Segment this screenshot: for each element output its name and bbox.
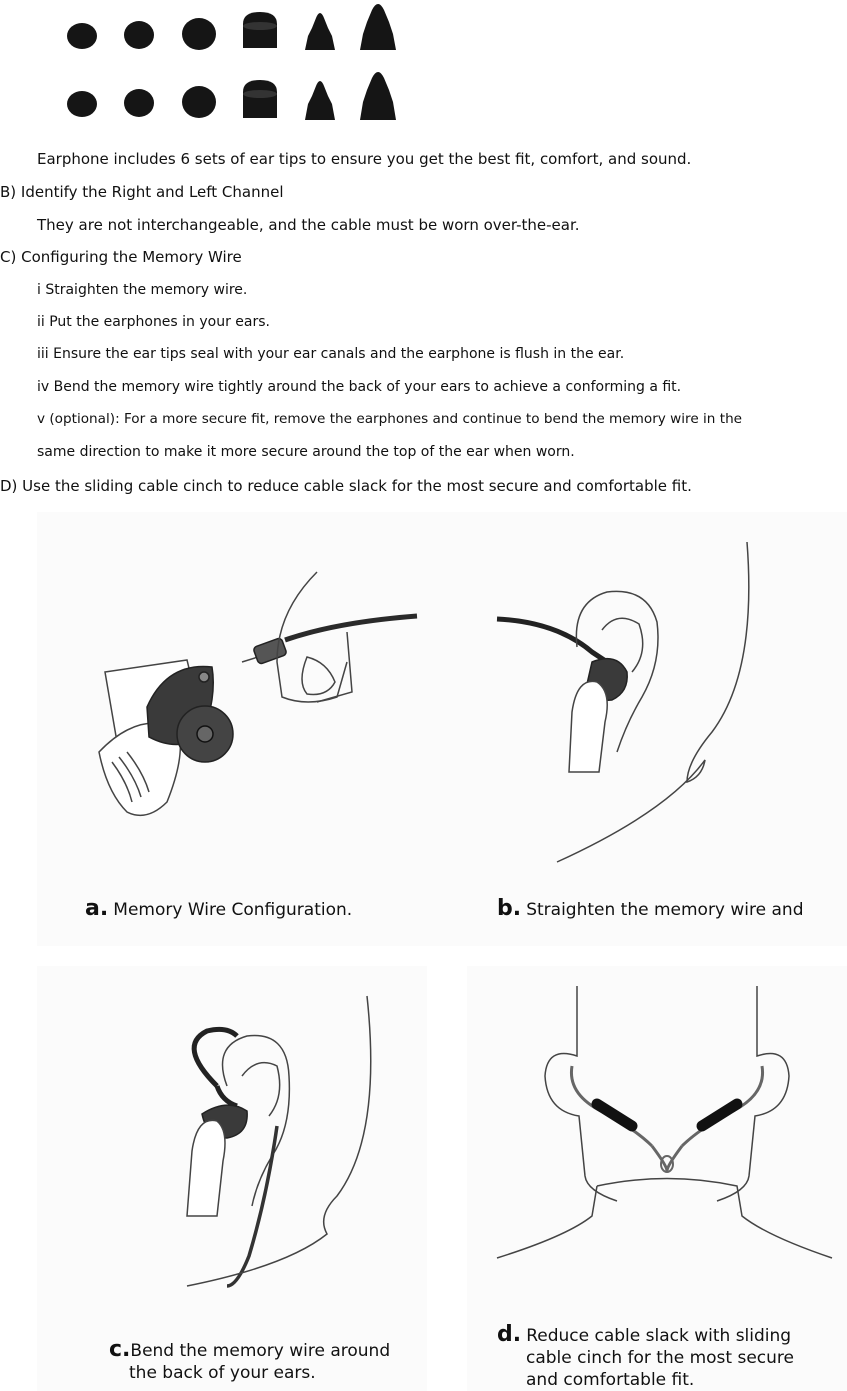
ear-tips-image [60, 0, 410, 124]
figure-a-caption-text: Memory Wire Configuration. [113, 900, 353, 920]
figure-a-memory-wire-configuration [37, 512, 467, 946]
figure-c-bend-memory-wire [37, 966, 427, 1391]
figure-d-caption-line3: and comfortable fit. [526, 1370, 695, 1390]
step-i: i Straighten the memory wire. [37, 282, 248, 298]
section-d-heading: D) Use the sliding cable cinch to reduce cable slack for the most secure and comfortable fit. [0, 477, 692, 495]
figure-b-straighten-memory-wire [467, 512, 847, 946]
step-iii: iii Ensure the ear tips seal with your ear canals and the earphone is flush in the ear. [37, 346, 625, 362]
figure-c-caption-line2: the back of your ears. [129, 1363, 316, 1383]
figure-b-letter: b. [497, 896, 522, 921]
step-ii: ii Put the earphones in your ears. [37, 314, 271, 330]
figure-d-sliding-cable-cinch [467, 966, 847, 1391]
step-v-continued: same direction to make it more secure around the top of the ear when worn. [37, 444, 575, 460]
figure-c-caption-line1: Bend the memory wire around [130, 1341, 391, 1361]
intro-text: Earphone includes 6 sets of ear tips to ensure you get the best fit, comfort, and sound. [37, 150, 692, 168]
section-b-heading: B) Identify the Right and Left Channel [0, 183, 284, 201]
figure-c-caption [109, 1339, 390, 1384]
section-c-heading: C) Configuring the Memory Wire [0, 248, 242, 266]
section-b-body: They are not interchangeable, and the cable must be worn over-the-ear. [37, 216, 580, 234]
figure-a-caption [85, 896, 352, 921]
figure-d-caption-line2: cable cinch for the most secure [526, 1348, 794, 1368]
figure-d-caption [497, 1324, 794, 1391]
figure-b-caption-text: Straighten the memory wire and [526, 900, 804, 920]
figure-d-letter: d. [497, 1322, 522, 1347]
step-v: v (optional): For a more secure fit, remove the earphones and continue to bend the memory wire in the [37, 411, 743, 427]
step-iv: iv Bend the memory wire tightly around the back of your ears to achieve a conforming a fit. [37, 379, 682, 395]
figure-b-caption [497, 896, 803, 921]
figure-d-caption-line1: Reduce cable slack with sliding [526, 1326, 792, 1346]
figure-a-letter: a. [85, 896, 109, 921]
figure-c-letter: c. [109, 1337, 131, 1362]
